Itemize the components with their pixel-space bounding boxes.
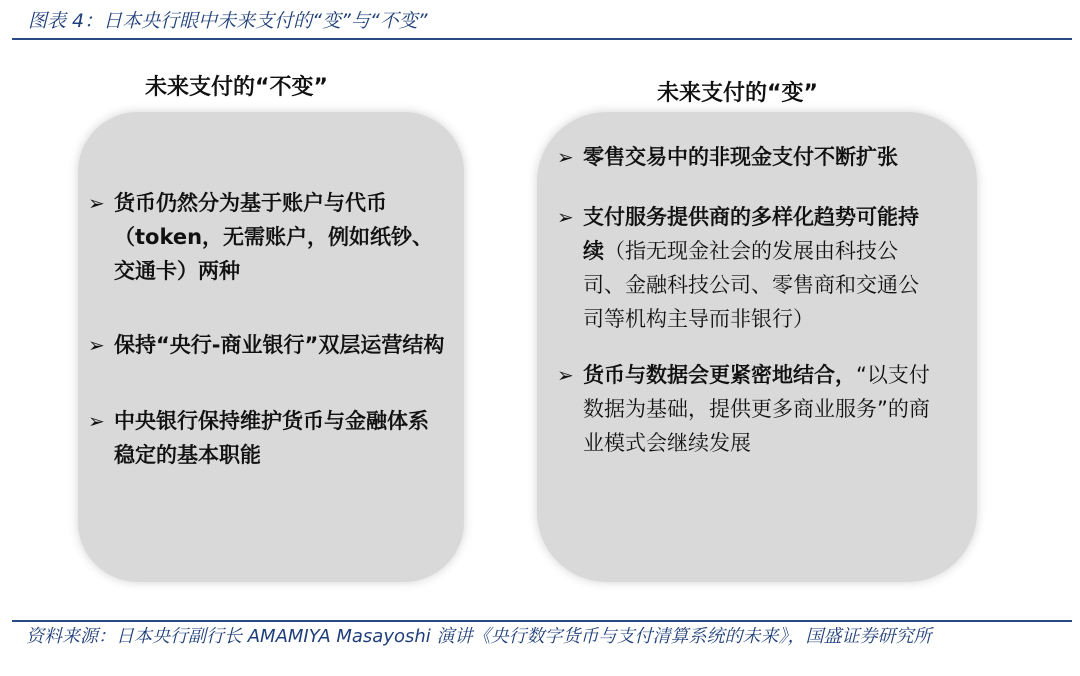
list-item bbox=[88, 404, 448, 472]
bullet-rest-text: “以支付数据为基础，提供更多商业服务”的商业模式会继续发展 bbox=[583, 363, 930, 455]
source-note: 资料来源：日本央行副行长 AMAMIYA Masayoshi 演讲《央行数字货币与支付清算系统的未来》，国盛证券研究所 bbox=[26, 626, 932, 647]
list-item bbox=[88, 328, 448, 362]
bullet-rest-text: （指无现金社会的发展由科技公司、金融科技公司、零售商和交通公司等机构主导而非银行） bbox=[583, 239, 919, 331]
bullet-text bbox=[583, 200, 937, 336]
bullet-strong-text: 货币与数据会更紧密地结合， bbox=[583, 363, 856, 387]
arrow-bullet-icon: ➢ bbox=[557, 363, 574, 387]
bullet-text bbox=[583, 140, 937, 174]
list-item bbox=[557, 200, 937, 336]
bullet-text: 货币仍然分为基于账户与代币（token，无需账户，例如纸钞、交通卡）两种 bbox=[114, 191, 434, 283]
arrow-bullet-icon: ➢ bbox=[88, 333, 105, 357]
left-bullet-list bbox=[88, 186, 448, 512]
bullet-strong-text: 零售交易中的非现金支付不断扩张 bbox=[583, 145, 898, 169]
bottom-divider bbox=[12, 620, 1072, 622]
arrow-bullet-icon: ➢ bbox=[557, 145, 574, 169]
arrow-bullet-icon: ➢ bbox=[88, 409, 105, 433]
bullet-text bbox=[583, 358, 937, 460]
right-panel-heading: 未来支付的“变” bbox=[657, 81, 818, 106]
top-divider bbox=[12, 38, 1072, 40]
bullet-text: 中央银行保持维护货币与金融体系稳定的基本职能 bbox=[114, 409, 429, 467]
right-bullet-list bbox=[557, 140, 937, 496]
figure-title: 图表 4：日本央行眼中未来支付的“变”与“不变” bbox=[28, 10, 428, 32]
bullet-strong-text: 支付服务提供商的多样化趋势可能持续 bbox=[583, 205, 919, 263]
bullet-text: 保持“央行-商业银行”双层运营结构 bbox=[114, 333, 445, 357]
list-item bbox=[88, 186, 448, 288]
arrow-bullet-icon: ➢ bbox=[88, 191, 105, 215]
list-item bbox=[557, 358, 937, 460]
arrow-bullet-icon: ➢ bbox=[557, 205, 574, 229]
left-panel-heading: 未来支付的“不变” bbox=[145, 75, 328, 100]
right-panel bbox=[537, 112, 977, 582]
list-item bbox=[557, 140, 937, 174]
left-panel bbox=[78, 112, 464, 582]
